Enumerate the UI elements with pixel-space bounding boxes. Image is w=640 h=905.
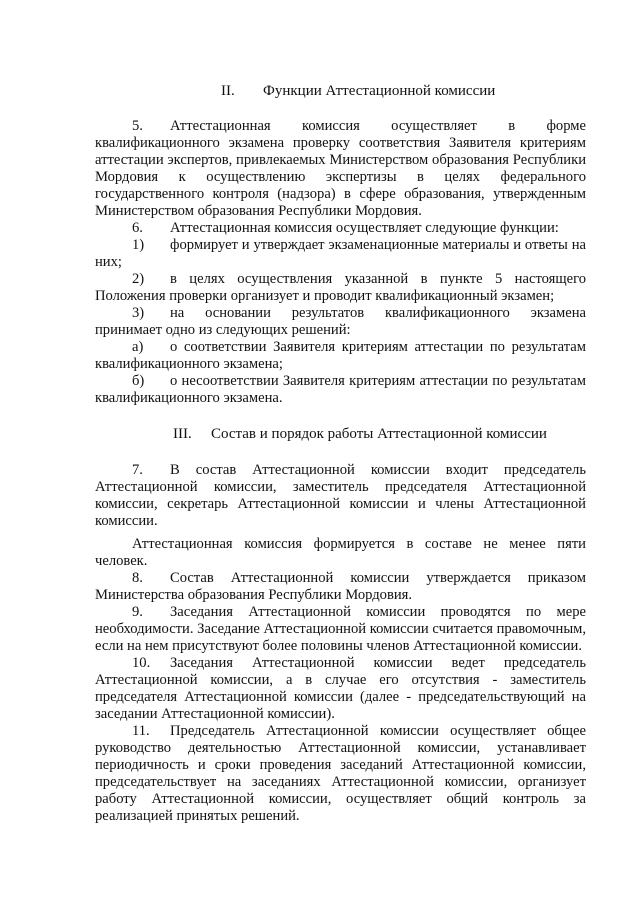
paragraph-5 bbox=[95, 118, 586, 220]
section-heading-2 bbox=[95, 82, 586, 100]
section-title: Функции Аттестационной комиссии bbox=[263, 83, 496, 99]
paragraph-text: на основании результатов квалификационного экзамена принимает одно из следующих решений: bbox=[95, 305, 586, 338]
section-heading-3 bbox=[95, 425, 586, 443]
document-page bbox=[95, 82, 586, 825]
paragraph-text: Председатель Аттестационной комиссии осуществляет общее руководство деятельностью Аттестационной комиссии, устанавливает периодичность и сроки проведения заседаний Аттестационной комиссии, председательствует на заседаниях Аттестационной комиссии, организует работу Аттестационной комиссии, осуществляет общий контроль за реализацией принятых решений. bbox=[95, 723, 586, 824]
paragraph-text: о соответствии Заявителя критериям аттестации по результатам квалификационного экзамена; bbox=[95, 339, 586, 372]
paragraph-text: Аттестационная комиссия формируется в составе не менее пяти человек. bbox=[95, 536, 586, 569]
paragraph-text: В состав Аттестационной комиссии входит председатель Аттестационной комиссии, заместитель председателя Аттестационной комиссии, секретарь Аттестационной комиссии и члены Аттестационной комиссии. bbox=[95, 462, 586, 529]
list-item-a bbox=[95, 339, 586, 373]
paragraph-label: 3) bbox=[132, 305, 145, 321]
paragraph-label: б) bbox=[132, 373, 145, 389]
list-item-1 bbox=[95, 237, 586, 271]
paragraph-10 bbox=[95, 655, 586, 723]
paragraph-text: Состав Аттестационной комиссии утверждается приказом Министерства образования Республики Мордовия. bbox=[95, 570, 586, 603]
paragraph-7 bbox=[95, 462, 586, 530]
paragraph-text: в целях осуществления указанной в пункте 5 настоящего Положения проверки организует и проводит квалификационный экзамен; bbox=[95, 271, 586, 304]
paragraph-label: 9. bbox=[132, 604, 143, 620]
paragraph-text: Заседания Аттестационной комиссии проводятся по мере необходимости. Заседание Аттестационной комиссии считается правомочным, если на нем присутствуют более половины членов Аттестационной комиссии. bbox=[95, 604, 587, 654]
list-item-2 bbox=[95, 271, 586, 305]
paragraph-9 bbox=[95, 604, 586, 655]
paragraph-label: 7. bbox=[132, 462, 143, 478]
section-title: Состав и порядок работы Аттестационной комиссии bbox=[211, 426, 547, 442]
paragraph-text: Аттестационная комиссия осуществляет следующие функции: bbox=[170, 220, 559, 236]
paragraph-label: а) bbox=[132, 339, 144, 355]
paragraph-8 bbox=[95, 570, 586, 604]
paragraph-text: формирует и утверждает экзаменационные материалы и ответы на них; bbox=[95, 237, 586, 270]
paragraph-7-continued bbox=[95, 536, 586, 570]
paragraph-label: 8. bbox=[132, 570, 143, 586]
paragraph-label: 2) bbox=[132, 271, 145, 287]
paragraph-label: 11. bbox=[132, 723, 150, 739]
section-number: III. bbox=[173, 426, 192, 442]
paragraph-label: 5. bbox=[132, 118, 143, 134]
paragraph-6 bbox=[95, 220, 586, 237]
paragraph-text: Аттестационная комиссия осуществляет в форме квалификационного экзамена проверку соответствия Заявителя критериям аттестации экспертов, привлекаемых Министерством образования Республики Мордовия к осуществлению экспертизы в целях федерального государственного контроля (надзора) в сфере образования, утвержденным Министерством образования Республики Мордовия. bbox=[95, 118, 586, 219]
paragraph-11 bbox=[95, 723, 586, 825]
list-item-3 bbox=[95, 305, 586, 339]
paragraph-text: Заседания Аттестационной комиссии ведет председатель Аттестационной комиссии, а в случае его отсутствия - заместитель председателя Аттестационной комиссии (далее - председательствующий на заседании Аттестационной комиссии). bbox=[95, 655, 586, 722]
paragraph-text: о несоответствии Заявителя критериям аттестации по результатам квалификационного экзамена. bbox=[95, 373, 586, 406]
list-item-b bbox=[95, 373, 586, 407]
paragraph-label: 10. bbox=[132, 655, 151, 671]
paragraph-label: 6. bbox=[132, 220, 143, 236]
paragraph-label: 1) bbox=[132, 237, 145, 253]
section-number: II. bbox=[221, 83, 235, 99]
